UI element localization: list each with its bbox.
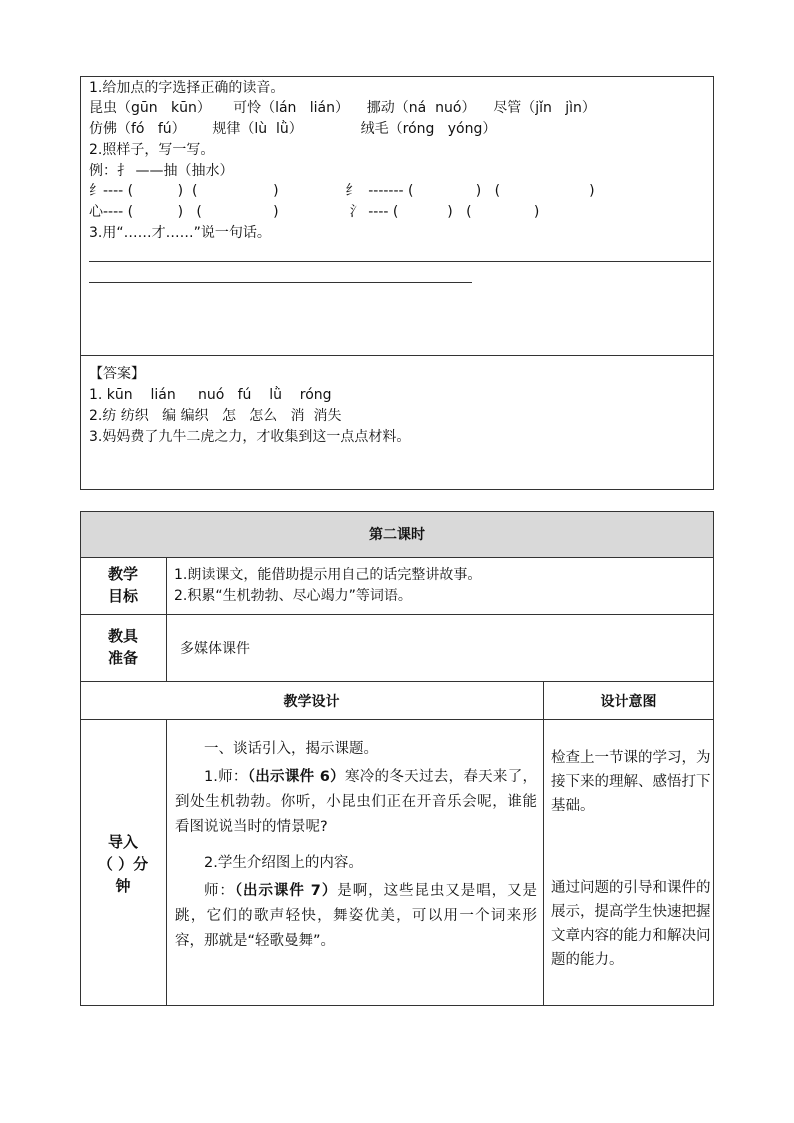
design-p2-text: 2.学生介绍图上的内容。 <box>204 855 363 871</box>
intent-header: 设计意图 <box>600 694 657 710</box>
design-p1-text: 寒冷的冬天过去，春天来了，到处生机勃勃。你听，小昆虫们正在开音乐会呢，谁能看图说说当时的情景呢? <box>175 769 537 835</box>
goal-label <box>80 563 166 607</box>
intro-label-line2: （ ）分 <box>97 855 149 873</box>
prep-text: 多媒体课件 <box>180 641 250 657</box>
answer-line1: 1. kūn lián nuó fú lǜ róng <box>89 387 332 403</box>
q1-title: 1.给加点的字选择正确的读音。 <box>89 80 285 96</box>
session-title: 第二课时 <box>369 527 425 543</box>
q3-title: 3.用“……才……”说一句话。 <box>89 225 271 241</box>
answer-line3: 3.妈妈费了九牛二虎之力，才收集到这一点点材料。 <box>89 429 411 445</box>
col-divider-label <box>166 557 167 681</box>
row-divider <box>80 557 714 558</box>
design-p1-bold: （出示课件 6） <box>247 769 345 785</box>
design-p3-prefix: 师： <box>204 883 235 899</box>
q2-example: 例：扌 ——抽（抽水） <box>89 163 234 179</box>
design-p1 <box>175 765 537 840</box>
design-p3 <box>175 879 537 954</box>
q2-title: 2.照样子，写一写。 <box>89 142 215 158</box>
answer-line-1 <box>89 261 711 262</box>
design-header: 教学设计 <box>283 694 340 710</box>
design-heading-text: 一、谈话引入，揭示课题。 <box>204 741 378 757</box>
intro-label <box>80 831 166 897</box>
goal-line2: 2.积累“生机勃勃、尽心竭力”等词语。 <box>174 588 412 604</box>
design-p3-text: 是啊，这些昆虫又是唱，又是跳，它们的歌声轻快，舞姿优美，可以用一个词来形容，那就是“轻歌曼舞”。 <box>175 883 538 949</box>
row-divider <box>80 719 714 720</box>
design-p3-bold: （出示课件 7） <box>234 883 338 899</box>
q2-row2: 心---- ( ) ( ) 氵 ---- ( ) ( ) <box>89 204 540 220</box>
col-divider-intent <box>543 681 544 1006</box>
answer-heading: 【答案】 <box>89 366 145 382</box>
q2-row1: 纟---- ( ) ( ) 纟 ------- ( ) ( ) <box>89 183 595 199</box>
answer-divider <box>80 355 714 356</box>
intent-note-1: 检查上一节课的学习，为接下来的理解、感悟打下基础。 <box>551 750 711 814</box>
row-divider <box>80 681 714 682</box>
goal-line1: 1.朗读课文，能借助提示用自己的话完整讲故事。 <box>174 567 482 583</box>
intent-note-2: 通过问题的引导和课件的展示，提高学生快速把握文章内容的能力和解决问题的能力。 <box>551 880 711 968</box>
goal-label-line1: 教学 <box>107 565 138 583</box>
col-divider-label <box>166 719 167 1006</box>
design-p1-prefix: 1.师： <box>204 769 248 785</box>
q1-row1: 昆虫（gūn kūn） 可怜（lán lián） 挪动（ná nuó） 尽管（jǐn jìn） <box>89 100 596 116</box>
goal-label-line2: 目标 <box>107 587 138 605</box>
prep-label <box>80 625 166 669</box>
prep-label-line1: 教具 <box>107 627 138 645</box>
intro-label-line3: 钟 <box>115 877 131 895</box>
design-p2 <box>175 851 537 876</box>
answer-line2: 2.纺 纺织 编 编织 怎 怎么 消 消失 <box>89 408 342 424</box>
answer-line-2 <box>89 282 472 283</box>
row-divider <box>80 614 714 615</box>
intro-label-line1: 导入 <box>107 833 138 851</box>
q1-row2: 仿佛（fó fú） 规律（lù lǜ） 绒毛（róng yóng） <box>89 121 497 137</box>
design-heading <box>175 737 537 762</box>
prep-label-line2: 准备 <box>107 649 138 667</box>
